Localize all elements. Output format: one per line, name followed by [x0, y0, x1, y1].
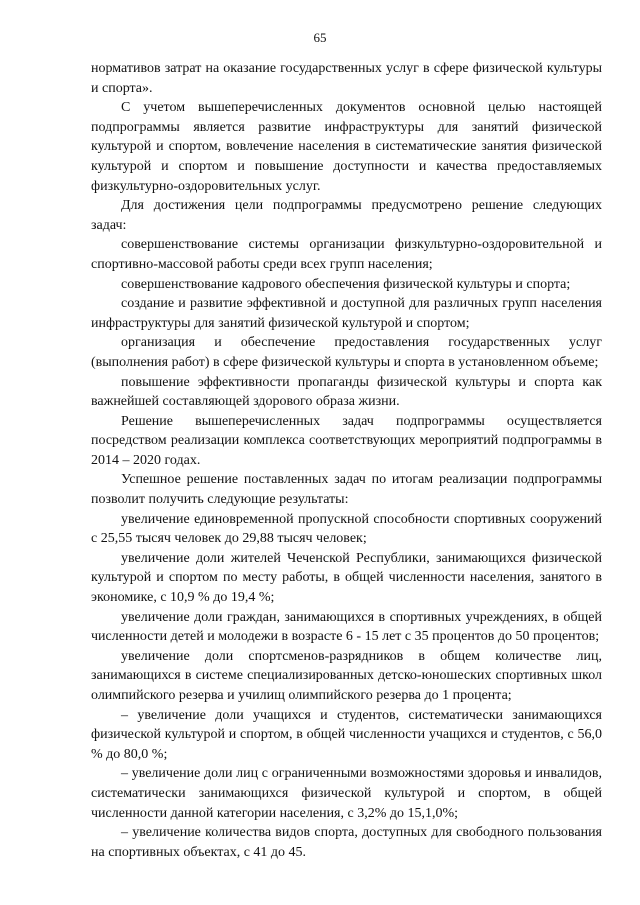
- paragraph-tasks-intro: Для достижения цели подпрограммы предусмотрено решение следующих задач:: [91, 198, 602, 233]
- paragraph-results-intro: Успешное решение поставленных задач по итогам реализации подпрограммы позволит получить следующие результаты:: [91, 472, 602, 508]
- result-item: увеличение доли спортсменов-разрядников в общем количестве лиц, занимающихся в системе специализированных детско-юношеских спортивных школ олимпийского резерва и училищ олимпийского резерва до 1 процента;: [91, 648, 602, 703]
- task-item: создание и развитие эффективной и доступной для различных групп населения инфраструктуры для занятий физической культурой и спортом;: [91, 296, 602, 331]
- task-item: организация и обеспечение предоставления государственных услуг (выполнения работ) в сфере физической культуры и спорта в установленном объеме;: [91, 335, 602, 370]
- page-number: 65: [313, 30, 327, 45]
- result-item: – увеличение количества видов спорта, доступных для свободного пользования на спортивных объектах, с 41 до 45.: [91, 825, 602, 860]
- paragraph-main-goal: С учетом вышеперечисленных документов основной целью настоящей подпрограммы является развитие инфраструктуры для занятий физической культурой и спортом, вовлечение населения в систематические занятия физической культурой и спортом и повышение доступности и качества предоставляемых физкультурно-оздоровительных услуг.: [91, 100, 602, 194]
- result-item: – увеличение доли лиц с ограниченными возможностями здоровья и инвалидов, систематически занимающихся физической культурой и спортом, в общей численности данной категории населения, с 3,2% до 15,1,0%;: [91, 766, 602, 821]
- result-item: увеличение доли жителей Чеченской Республики, занимающихся физической культурой и спортом по месту работы, в общей численности населения, занятого в экономике, с 10,9 % до 19,4 %;: [91, 550, 602, 606]
- task-item: совершенствование кадрового обеспечения физической культуры и спорта;: [121, 276, 571, 292]
- result-item: – увеличение доли учащихся и студентов, систематически занимающихся физической культурой и спортом, в общей численности учащихся и студентов, с 56,0 % до 80,0 %;: [91, 707, 602, 762]
- task-item: повышение эффективности пропаганды физической культуры и спорта как важнейшей составляющей здорового образа жизни.: [91, 374, 602, 410]
- paragraph-implementation: Решение вышеперечисленных задач подпрограммы осуществляется посредством реализации комплекса соответствующих мероприятий подпрограммы в 2014 – 2020 годах.: [91, 413, 602, 468]
- result-item: увеличение единовременной пропускной способности спортивных сооружений с 25,55 тысяч человек до 29,88 тысяч человек;: [91, 511, 602, 547]
- task-item: совершенствование системы организации физкультурно-оздоровительной и спортивно-массовой работы среди всех групп населения;: [91, 237, 602, 272]
- paragraph-continuation: нормативов затрат на оказание государственных услуг в сфере физической культуры и спорта».: [91, 61, 602, 96]
- document-body: [91, 59, 602, 862]
- result-item: увеличение доли граждан, занимающихся в спортивных учреждениях, в общей численности детей и молодежи в возрасте 6 - 15 лет с 35 процентов до 50 процентов;: [91, 609, 602, 645]
